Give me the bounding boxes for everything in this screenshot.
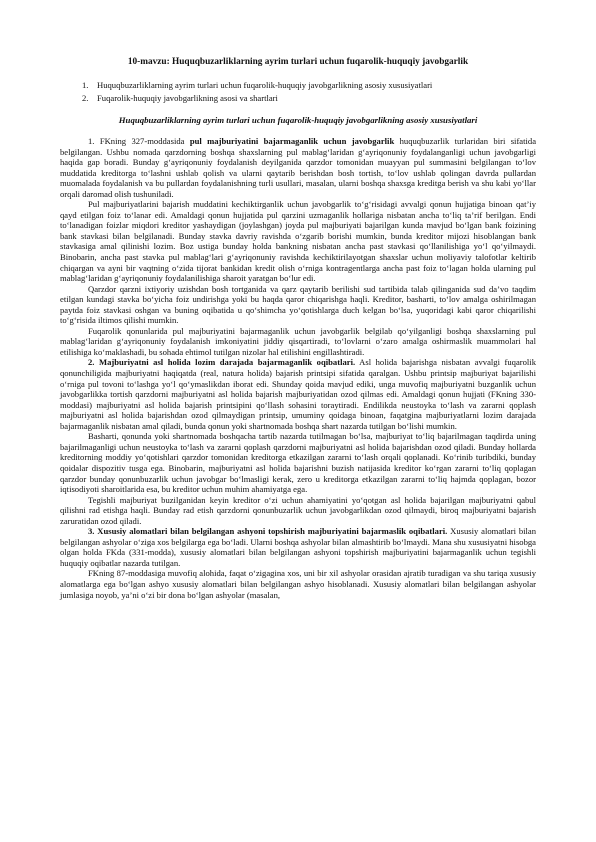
- paragraph: [60, 357, 536, 431]
- paragraph: Qarzdor qarzni ixtiyoriy uzishdan bosh tortganida va qarz qaytarib berilishi sud tartibida talab qilinganida sud da’vo taqdim etilgan kundagi stavka bo‘yicha foiz undirishga yoki bu haqda qaror chiqarishga haqli. Kreditor, basharti, to‘lov amalga oshirilmagan paytda foiz stavkasi oshgan va buning oqibatida u qo‘shimcha yo‘qotishlarga duch kelgan bo‘lsa, yuqoridagi kabi qaror chiqarilishi to‘g‘risida iltimos qilishi mumkin.: [60, 283, 536, 326]
- outline-item: [60, 79, 536, 92]
- topic-outline: [60, 79, 536, 105]
- paragraph-text: Xususiy alomatlari bilan belgilangan ashyolar o‘ziga xos belgilarga ega bo‘ladi. Ularni boshqa ashyolar bilan almashtirib bo‘lmaydi. Mana shu xususiyatni hisobga olgan holda FKda (331-modda), xususiy alomatlari bilan belgilangan ashyoni topshirish majburiyatini bajarmaganlik uchun tegishli huquqiy oqibatlar nazarda tutilgan.: [60, 526, 537, 568]
- outline-item: [60, 92, 536, 105]
- paragraph-text: huquqbuzarlik turlaridan biri sifatida belgilangan. Ushbu nomada qarzdorning boshqa shaxslarning pul mablag‘laridan g‘ayriqonuniy foydalanganligi uchun javobgarligi haqida gap boradi. Bunday g‘ayriqonuniy foydalanish deyilganida qarzdor tomonidan muayyan pul summasini belgilangan to‘lov muddatida kreditorga to‘lashni ushlab qolish va ularni qaytarib berishdan bosh tortish, to‘lov ushlab qolingan davrda pullardan muomalada foydalanish va bu pullardan foydalanishning turli usullari, masalan, ularni boshqa shaxsga kreditga berish va shu kabi yo‘llar orqali daromad olish tushuniladi.: [60, 136, 537, 199]
- paragraph-emphasis: pul majburiyatini bajarmaganlik uchun javobgarlik: [189, 136, 395, 146]
- paragraph-heading: 3. Xususiy alomatlari bilan belgilangan ashyoni topshirish majburiyatini bajarmaslik oqibatlari.: [88, 526, 448, 537]
- paragraph: FKning 87-moddasiga muvofiq alohida, faqat o‘zigagina xos, uni bir xil ashyolar orasidan ajratib turadigan va shu tariqa xususiy alomatlarga ega bo‘lgan ashyo xususiy alomatlari bilan belgilangan ashyo hisoblanadi. Xususiy alomatlari bilan belgilangan ashyolar jumlasiga noyob, ya’ni o‘zi bir dona bo‘lgan ashyolar (masalan,: [60, 568, 536, 600]
- paragraph-text: 1. FKning 327-moddasida: [88, 136, 190, 146]
- document-page: [60, 56, 536, 600]
- paragraph: [60, 526, 536, 568]
- outline-text: Huquqbuzarliklarning ayrim turlari uchun fuqarolik-huquqiy javobgarlikning asosiy xususiyatlari: [97, 80, 433, 90]
- outline-number: 1.: [82, 80, 89, 90]
- paragraph: Basharti, qonunda yoki shartnomada boshqacha tartib nazarda tutilmagan bo‘lsa, majburiyat to‘liq bajarilmagan taqdirda uning bajarilmaganligi uchun neustoyka to‘lash va zararni qoplash qarzdorni majburiyatni asl holida bajarishdan ozod qiladi. Bunday hollarda kreditorning moddiy yo‘qotishlari qarzdor tomonidan kreditorga etkazilgan zararni to‘lash orqali qoplanadi. Ko‘rinib turibdiki, bunday qoidalar dispozitiv tusga ega. Binobarin, majburiyatni asl holida bajarishni buzish natijasida kreditor ko‘rgan zararni to‘liq qoplagan qarzdor bunday qonunbuzarlik uchun javobgar bo‘lmasligi kerak, zero u kreditorga etkazilgan zararni to‘liq hajmda qoplagan, bozor iqtisodiyoti sharoitlarida esa, bu kreditor uchun muhim ahamiyatga ega.: [60, 431, 536, 495]
- section-heading: Huquqbuzarliklarning ayrim turlari uchun fuqarolik-huquqiy javobgarlikning asosiy xususiyatlari: [118, 115, 478, 125]
- paragraph: [60, 136, 536, 199]
- document-title: 10-mavzu: Huquqbuzarliklarning ayrim turlari uchun fuqarolik-huquqiy javobgarlik: [127, 57, 469, 67]
- outline-text: Fuqarolik-huquqiy javobgarlikning asosi va shartlari: [97, 93, 278, 103]
- paragraph: Tegishli majburiyat buzilganidan keyin kreditor o‘zi uchun ahamiyatini yo‘qotgan asl holida bajarilgan majburiyatni qabul qilishni rad etishga haqli. Bunday rad etish qarzdorni qonunbuzarlik uchun javobgarlikdan ozod qilmaydi, biroq majburiyatni bajarish zaruratidan ozod qiladi.: [60, 494, 536, 526]
- paragraph: Pul majburiyatlarini bajarish muddatini kechiktirganlik uchun javobgarlik to‘g‘risidagi avvalgi qonun hujjatiga binoan qat’iy qayd etilgan foiz to‘lanar edi. Amaldagi qonun hujjatida pul qarzini uzmaganlik hollariga nisbatan ancha to‘liq ta’rif berilgan. Endi to‘lanadigan foizlar miqdori kreditor yashaydigan (joylashgan) joyda pul majburiyati bajarilgan kunda mavjud bo‘lgan bank foizining bank stavkasi bilan belgilanadi. Bunday stavka davriy ravishda o‘zgarib borishi mumkin, bunda kreditor mijozi hisoblangan bank stavkasiga amal qilinishi lozim. Boz ustiga bunday holda bankning nisbatan ancha past stavkasi qo‘llanilishiga yo‘l qo‘yilmaydi. Binobarin, ancha past stavka pul mablag‘lari g‘ayriqonuniy ravishda kechiktirilayotgan shaxslar uchun moliyaviy talofotlar keltirib chiqargan va ayni bir vaqtning o‘zida tijorat bankidan kredit olish o‘rniga kontragentlarga ancha past foiz to‘lagan holda ularning pul mablag‘laridan g‘ayriqonuniy foydalanilishiga sharoit yaratgan bo‘lur edi.: [60, 199, 536, 284]
- outline-number: 2.: [82, 93, 89, 103]
- paragraph-text: Asl holida bajarishga nisbatan avvalgi fuqarolik qonunchiligida majburiyatni haqiqatda (real, natura holida) bajarish printsipi sifatida qaralgan. Ushbu printsip majburiyat bajarilishi o‘rniga pul tovoni to‘lashga yo‘l qo‘ymaslikdan iborat edi. Shunday qoida mavjud ediki, unga muvofiq majburiyatni buzganlik uchun javobgarlikka tortish qarzdorni majburiyatni asl holida bajarish majburiyatidan ozod qilmas edi. Amaldagi qonun hujjati (FKning 330-moddasi) majburiyatni asl holida bajarish printsipini qo‘llash sohasini toraytiradi. Endilikda neustoyka to‘lash va zararni qoplash majburiyatni asl holida bajarishdan ozod qilmaydigan printsip, umuminy qoidaga binoan, faqatgina majburiyatlarni lozim darajada bajarmaganlik nisbatan amal qiladi, bunda qonun yoki shartnomada boshqa shart nazarda tutilgan bo‘lishi mumkin.: [60, 357, 536, 431]
- paragraph: Fuqarolik qonunlarida pul majburiyatini bajarmaganlik uchun javobgarlik belgilab qo‘yilganligi boshqa shaxslarning pul mablag‘laridan g‘ayriqonuniy foydalanish imkoniyatini jiddiy qisqartiradi, to‘lovlarni o‘zaro amalga oshirmaslik muammolari hal etilishiga ko‘maklashadi, bu sohada ehtimol tutilgan nizolar hal etilishini engillashtiradi.: [60, 325, 536, 357]
- paragraph-heading: 2. Majburiyatni asl holida lozim darajada bajarmaganlik oqibatlari.: [88, 357, 356, 368]
